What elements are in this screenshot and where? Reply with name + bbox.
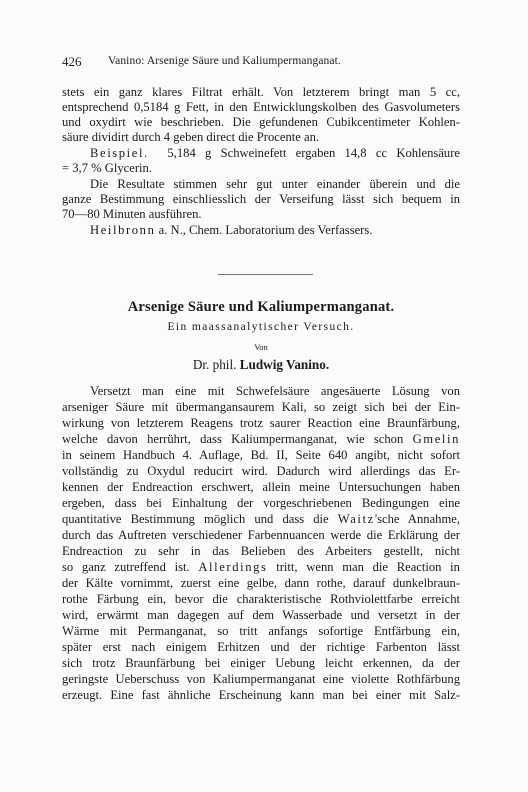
signature-text: a. N., Chem. Laboratorium des Verfassers. bbox=[158, 223, 373, 237]
author-line bbox=[62, 357, 460, 373]
running-title: Vanino: Arsenige Säure und Kaliumpermanganat. bbox=[108, 55, 341, 67]
text-line: entsprechend 0,5184 g Fett, in den Entwicklungskolben des Gasvolumeters bbox=[62, 100, 460, 114]
example-line bbox=[90, 146, 460, 161]
body-line: in seinem Handbuch 4. Auflage, Bd. II, Seite 640 angibt, nicht sofort bbox=[62, 448, 460, 462]
text-line: Die Resultate stimmen sehr gut unter einander überein und die bbox=[90, 177, 460, 191]
author-prefix: Dr. phil. bbox=[192, 357, 237, 372]
name-allerdings: Allerdings bbox=[198, 560, 268, 574]
body-line: sich trotz Braunfärbung bei einiger Uebung leicht erkennen, da der bbox=[62, 656, 460, 670]
text-line: 70—80 Minuten ausführen. bbox=[62, 207, 202, 221]
text-line: = 3,7 % Glycerin. bbox=[62, 161, 152, 175]
body-line: geringste Ueberschuss von Kaliumpermanganat eine violette Rothfärbung bbox=[62, 672, 460, 686]
byline-von: Von bbox=[254, 342, 268, 352]
page-number: 426 bbox=[62, 54, 82, 69]
body-line: rothe Färbung ein, bevor die charakteristische Rothviolettfarbe erreicht bbox=[62, 592, 460, 606]
signature-place: Heilbronn bbox=[90, 223, 156, 237]
body-line: ergeben, dass bei Einhaltung der vorgeschriebenen Bedingungen eine bbox=[62, 496, 460, 510]
body-line: durch das Auftreten verschiedener Farbennuancen werde die Erklärung der bbox=[62, 528, 460, 542]
body-line: wirkung von letzterem Reagens trotz saurer Reaction eine Braunfärbung, bbox=[62, 416, 460, 430]
body-line: Versetzt man eine mit Schwefelsäure angesäuerte Lösung von bbox=[90, 384, 460, 398]
text-line: stets ein ganz klares Filtrat erhält. Von letzterem bringt man 5 cc, bbox=[62, 85, 460, 99]
page-header bbox=[62, 54, 462, 70]
body-line: erzeugt. Eine fast ähnliche Erscheinung kann man bei einer mit Salz- bbox=[62, 688, 460, 702]
example-label: Beispiel. bbox=[90, 146, 149, 160]
text-line: säure dividirt durch 4 geben direct die Procente an. bbox=[62, 130, 320, 144]
article-subtitle: Ein maassanalytischer Versuch. bbox=[167, 321, 355, 333]
article-title: Arsenige Säure und Kaliumpermanganat. bbox=[127, 299, 395, 315]
body-line: wird, erwärmt man dagegen auf dem Wasserbade und versetzt in der bbox=[62, 608, 460, 622]
body-line: so ganz zutreffend ist. Allerdings tritt, wenn man die Reaction in bbox=[62, 560, 460, 574]
body-line: welche davon herrührt, dass Kaliumpermanganat, wie schon Gmelin bbox=[62, 432, 460, 446]
section-divider bbox=[218, 274, 313, 275]
body-line: der Kälte vornimmt, zuerst eine gelbe, dann rothe, darauf dunkelbraun- bbox=[62, 576, 460, 590]
body-line: Wärme mit Permanganat, so tritt anfangs sofortige Entfärbung ein, bbox=[62, 624, 460, 638]
author-name: Ludwig Vanino. bbox=[239, 357, 330, 372]
body-line: später erst nach einigem Erhitzen und der richtige Farbenton lässt bbox=[62, 640, 460, 654]
example-text: 5,184 g Schweinefett ergaben 14,8 cc Kohlensäure bbox=[167, 146, 460, 160]
body-line: arseniger Säure mit übermangansaurem Kali, so zeigt sich bei der Ein- bbox=[62, 400, 460, 414]
text-line: und oxydirt wie beschrieben. Die gefundenen Cubikcentimeter Kohlen- bbox=[62, 115, 460, 129]
name-gmelin: Gmelin bbox=[412, 432, 460, 446]
text-line: ganze Bestimmung einschliesslich der Verseifung lässt sich bequem in bbox=[62, 192, 460, 206]
body-line: kennen der Endreaction erschwert, allein meine Untersuchungen haben bbox=[62, 480, 460, 494]
body-line: Endreaction zu sehr in das Belieben des Arbeiters gestellt, nicht bbox=[62, 544, 460, 558]
body-line: vollständig zu Oxydul reducirt wird. Dadurch wird allerdings das Er- bbox=[62, 464, 460, 478]
body-line: quantitative Bestimmung möglich und dass die Waitz'sche Annahme, bbox=[62, 512, 460, 526]
signature-line bbox=[90, 223, 460, 238]
name-waitz: Waitz bbox=[337, 512, 375, 526]
